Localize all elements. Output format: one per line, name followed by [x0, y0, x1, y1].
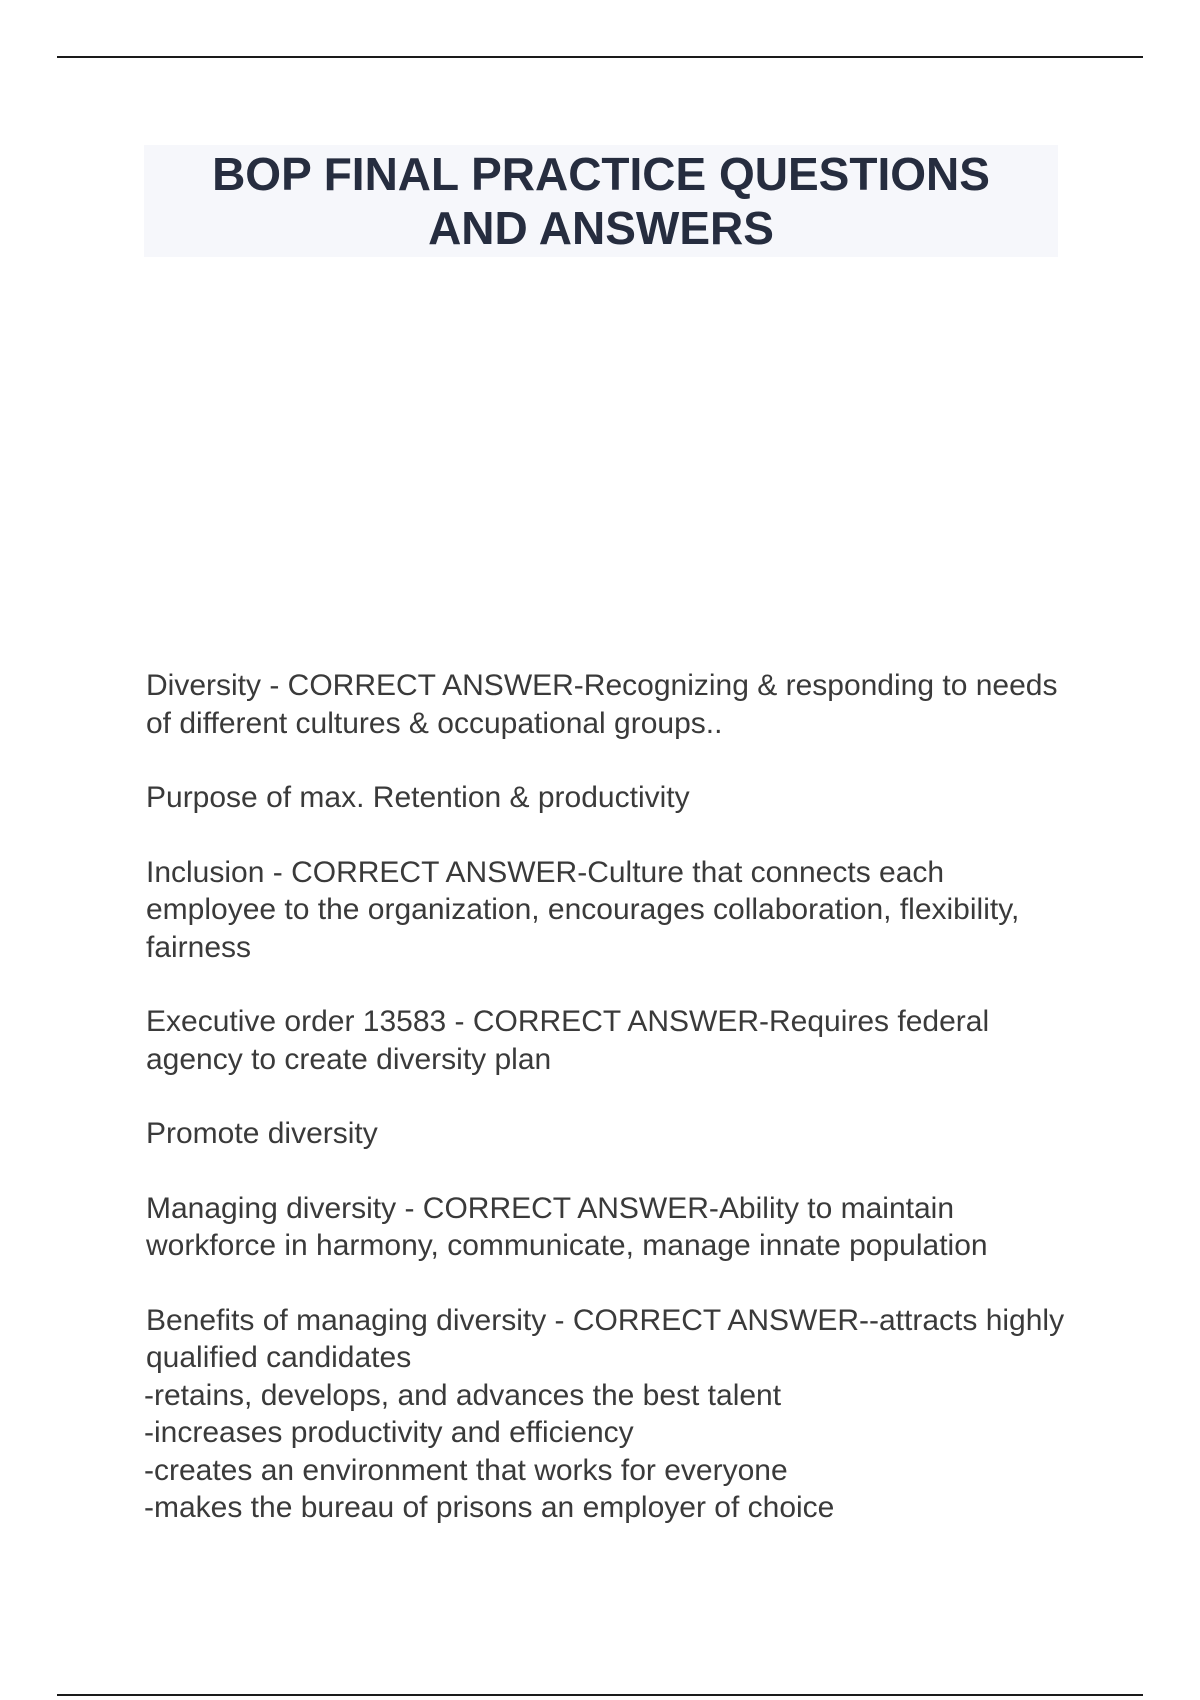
qa-entry-managing-diversity: Managing diversity - CORRECT ANSWER-Ability to maintain workforce in harmony, communicate, manage innate population: [146, 1191, 988, 1262]
qa-entry-purpose: Purpose of max. Retention & productivity: [146, 781, 690, 814]
qa-content: [146, 667, 1076, 1527]
qa-entry-benefits: [146, 1302, 1076, 1527]
qa-entry-executive-order: Executive order 13583 - CORRECT ANSWER-Requires federal agency to create diversity plan: [146, 1005, 990, 1076]
benefit-item: -retains, develops, and advances the best talent: [144, 1378, 782, 1412]
qa-entry-diversity: Diversity - CORRECT ANSWER-Recognizing & responding to needs of different cultures & occupational groups..: [146, 669, 1058, 740]
benefits-question: Benefits of managing diversity - CORRECT ANSWER--attracts highly qualified candidates: [146, 1303, 1065, 1374]
document-title: BOP FINAL PRACTICE QUESTIONS AND ANSWERS: [212, 148, 990, 254]
qa-entry-inclusion: Inclusion - CORRECT ANSWER-Culture that connects each employee to the organization, encourages collaboration, flexibility, fairness: [146, 855, 1020, 964]
title-banner: [144, 145, 1058, 257]
benefits-list: [144, 1377, 1076, 1527]
benefit-item: -makes the bureau of prisons an employer of choice: [144, 1491, 835, 1524]
top-divider: [57, 56, 1143, 58]
benefit-item: -creates an environment that works for everyone: [144, 1453, 788, 1487]
qa-entry-promote-diversity: Promote diversity: [146, 1117, 378, 1150]
bottom-divider: [57, 1694, 1143, 1696]
benefit-item: -increases productivity and efficiency: [144, 1416, 634, 1449]
